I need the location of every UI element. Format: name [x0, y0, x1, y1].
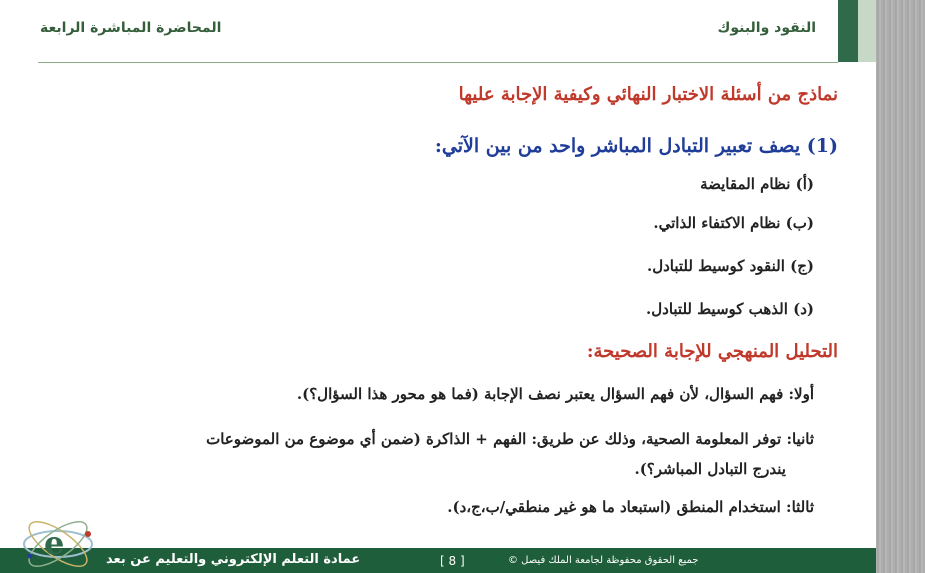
question-text: (1) يصف تعبير التبادل المباشر واحد من بين الآتي:: [434, 135, 838, 157]
footer-deanship: عمادة التعلم الإلكتروني والتعليم عن بعد: [106, 552, 361, 567]
option-c: (ج) النقود كوسيط للتبادل.: [646, 257, 814, 275]
header-course-title: النقود والبنوك: [717, 20, 816, 36]
analysis-second-continued: يندرج التبادل المباشر؟).: [634, 460, 786, 478]
option-d: (د) الذهب كوسيط للتبادل.: [646, 300, 814, 318]
window-side-strip: [876, 0, 925, 573]
analysis-second: ثانيا: توفر المعلومة الصحية، وذلك عن طريق: الفهم + الذاكرة (ضمن أي موضوع من الموضوعات: [206, 430, 814, 448]
header-lecture-title: المحاضرة المباشرة الرابعة: [40, 20, 222, 36]
analysis-first: أولا: فهم السؤال، لأن فهم السؤال يعتبر نصف الإجابة (فما هو محور هذا السؤال؟).: [296, 385, 814, 403]
footer-bar: [0, 548, 876, 573]
slide-title: نماذج من أسئلة الاختبار النهائي وكيفية الإجابة عليها: [458, 84, 838, 105]
option-b: (ب) نظام الاكتفاء الذاتي.: [653, 214, 814, 232]
analysis-third: ثالثا: استخدام المنطق (استبعاد ما هو غير منطقي/ب،ج،د).: [447, 498, 814, 516]
page-number: [ 8 ]: [440, 554, 465, 568]
header-accent-light: [858, 0, 876, 62]
deanship-logo-icon: [0, 514, 110, 573]
analysis-title: التحليل المنهجي للإجابة الصحيحة:: [586, 341, 838, 362]
footer-copyright: جميع الحقوق محفوظة لجامعة الملك فيصل ©: [508, 555, 699, 566]
header-accent-dark: [838, 0, 858, 62]
svg-text:e: e: [44, 524, 65, 562]
option-a: (أ) نظام المقايضة: [700, 175, 814, 193]
header-divider: [38, 62, 838, 63]
